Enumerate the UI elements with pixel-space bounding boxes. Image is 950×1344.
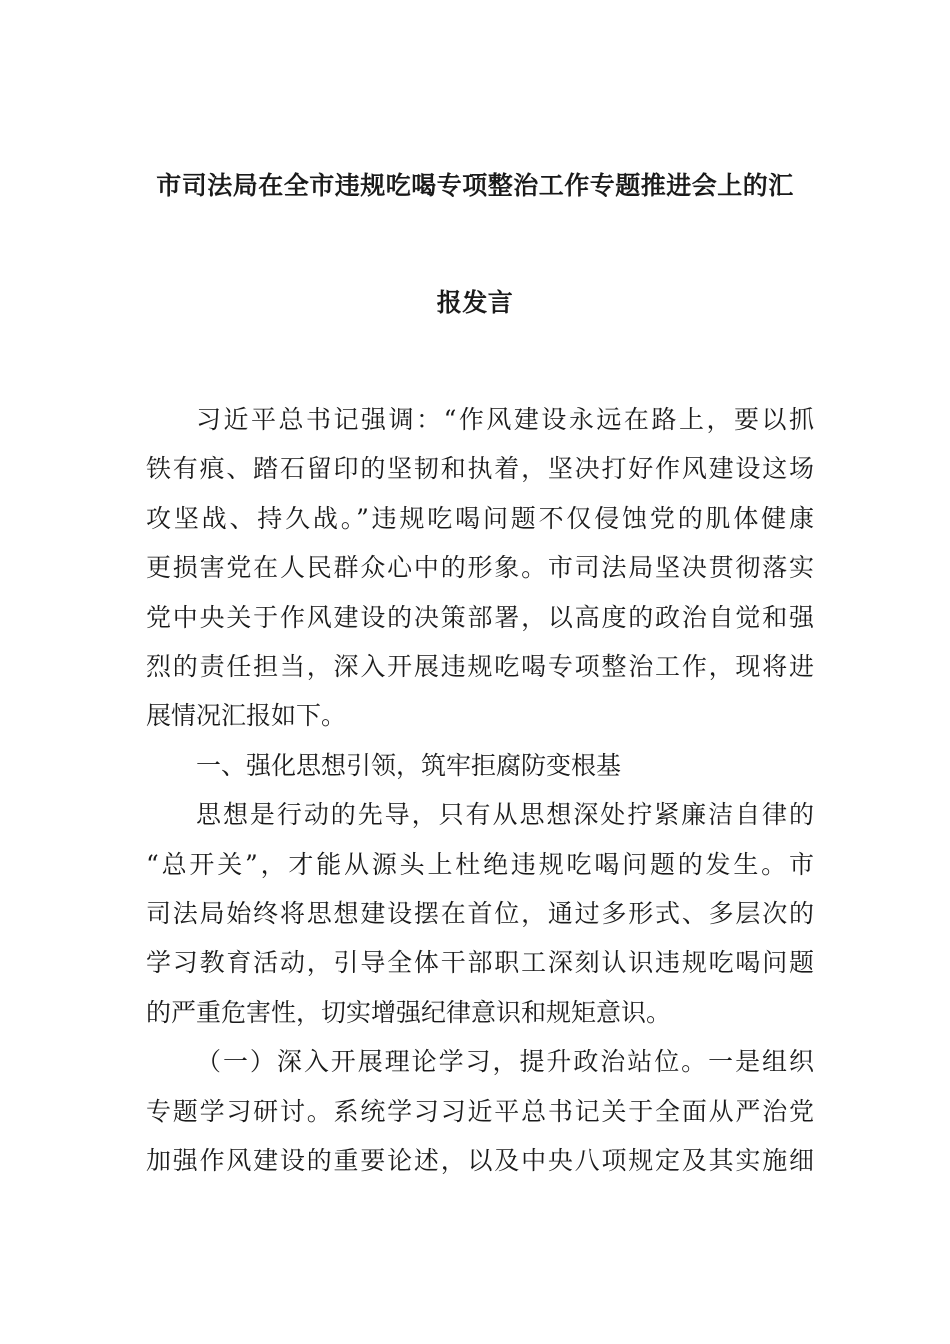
text-line: 烈的责任担当，深入开展违规吃喝专项整治工作，现将进 [146, 652, 814, 682]
document-title-line-2: 报发言 [436, 288, 514, 317]
text-line: 专题学习研讨。系统学习习近平总书记关于全面从严治党 [146, 1096, 814, 1126]
section-heading-1 [146, 741, 814, 790]
text-line: 展情况汇报如下。 [146, 701, 347, 731]
text-line: 党中央关于作风建设的决策部署，以高度的政治自觉和强 [146, 602, 814, 632]
text-line: 攻坚战、持久战。”违规吃喝问题不仅侵蚀党的肌体健康 [146, 503, 814, 533]
text-line: 一、强化思想引领，筑牢拒腐防变根基 [196, 750, 622, 780]
text-line: 加强作风建设的重要论述，以及中央八项规定及其实施细 [146, 1146, 814, 1176]
paragraph-thought [146, 790, 814, 1037]
text-line: （一）深入开展理论学习，提升政治站位。一是组织 [196, 1047, 814, 1077]
text-line: 铁有痕、踏石留印的坚韧和执着，坚决打好作风建设这场 [146, 454, 814, 484]
text-line: 习近平总书记强调：“作风建设永远在路上，要以抓 [196, 405, 814, 434]
document-body [146, 395, 814, 1186]
text-line: 司法局始终将思想建设摆在首位，通过多形式、多层次的 [146, 899, 814, 929]
text-line: 更损害党在人民群众心中的形象。市司法局坚决贯彻落实 [146, 553, 814, 583]
text-line: 思想是行动的先导，只有从思想深处拧紧廉洁自律的 [196, 800, 814, 830]
text-line: 的严重危害性，切实增强纪律意识和规矩意识。 [146, 997, 672, 1027]
paragraph-theory-study [146, 1037, 814, 1185]
text-line: 学习教育活动，引导全体干部职工深刻认识违规吃喝问题 [146, 948, 814, 978]
paragraph-intro [146, 395, 814, 741]
document-title-line-1: 市司法局在全市违规吃喝专项整治工作专题推进会上的汇 [156, 171, 794, 200]
text-line: “总开关”，才能从源头上杜绝违规吃喝问题的发生。市 [146, 849, 814, 879]
